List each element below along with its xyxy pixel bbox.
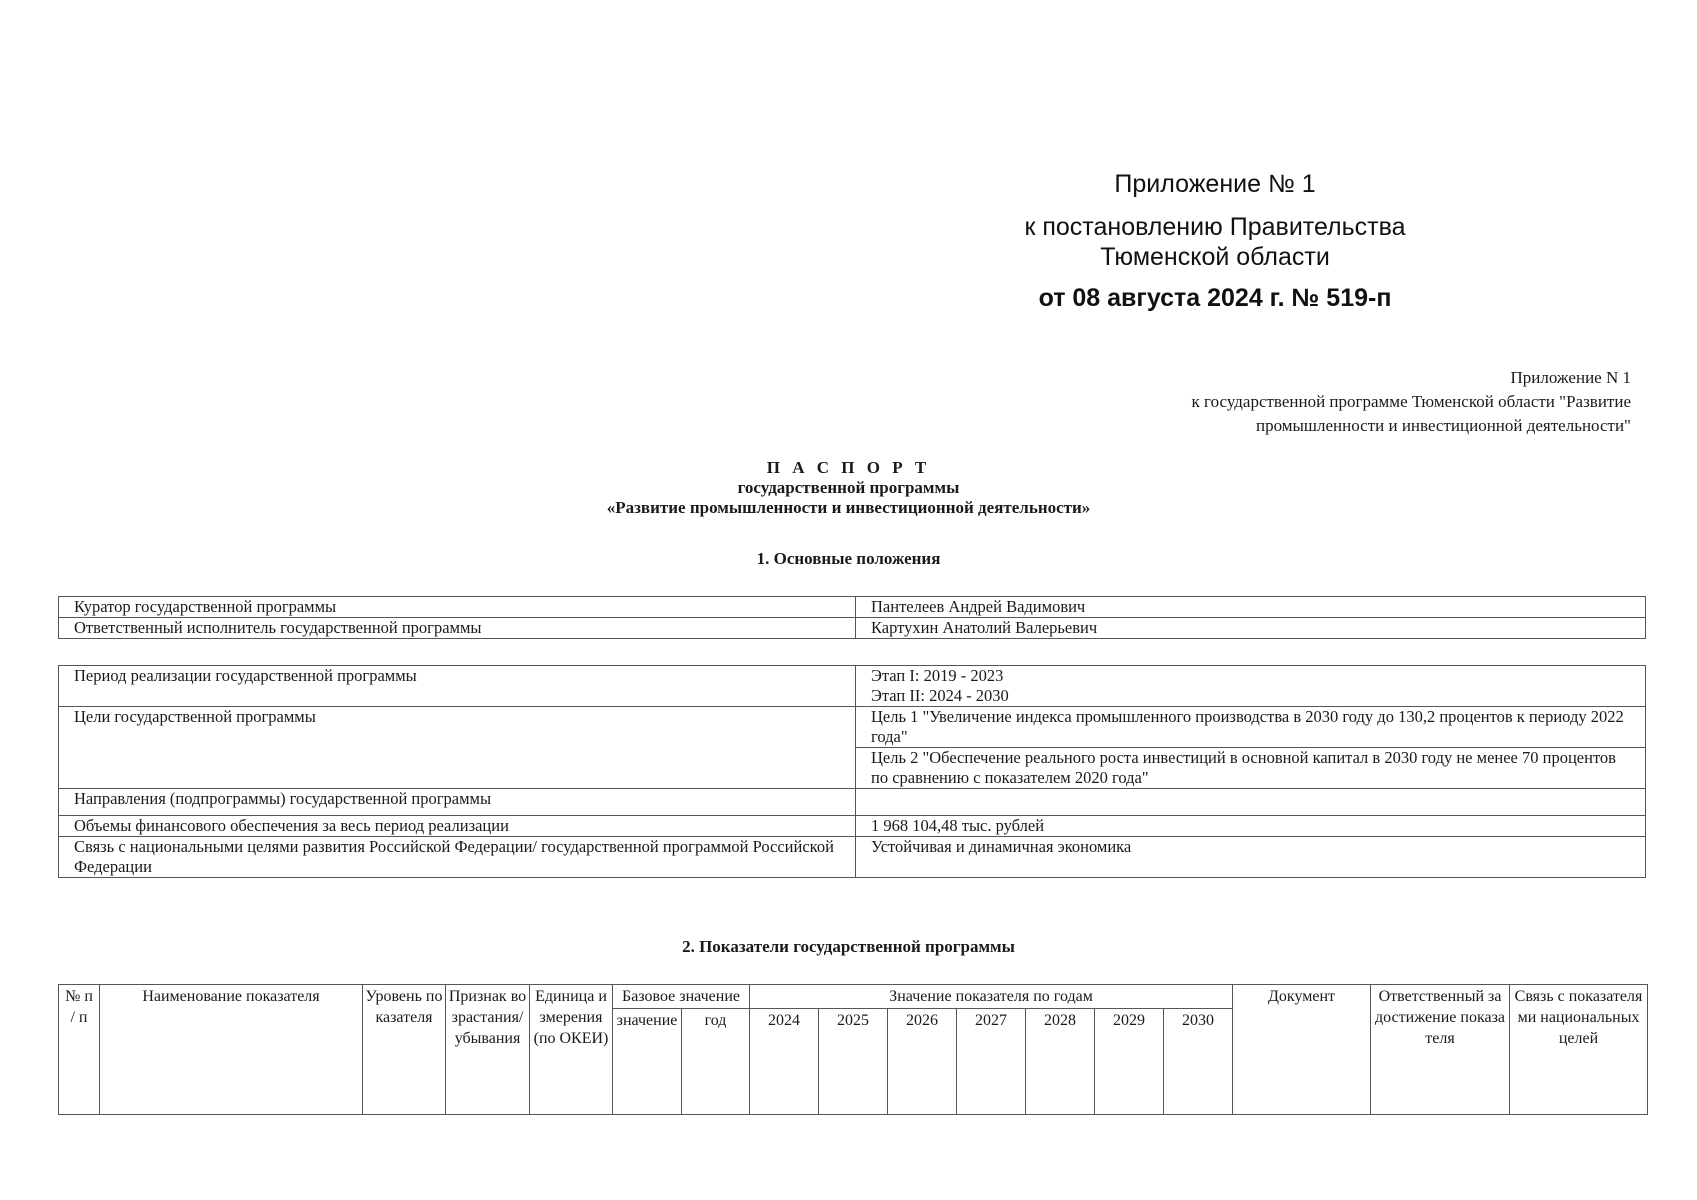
col-header-unit: Единица измерения (по ОКЕИ) bbox=[530, 985, 613, 1115]
col-header-year: 2025 bbox=[819, 1009, 888, 1115]
program-appendix bbox=[1111, 366, 1631, 438]
section-1-title: 1. Основные положения bbox=[756, 549, 941, 568]
passport-title: П А С П О Р Т bbox=[766, 458, 931, 477]
passport-title-block bbox=[0, 458, 1697, 518]
main-provisions-table-a bbox=[58, 596, 1646, 639]
col-header-level: Уровень показателя bbox=[363, 985, 446, 1115]
col-header-trend-sign: Признак возрастания/ убывания bbox=[446, 985, 530, 1115]
table-row bbox=[59, 597, 1646, 618]
curator-label: Куратор государственной программы bbox=[59, 597, 856, 618]
col-header-document: Документ bbox=[1233, 985, 1371, 1115]
decree-reference-line-2: Тюменской области bbox=[1100, 243, 1330, 271]
section-2-title: 2. Показатели государственной программы bbox=[682, 937, 1015, 956]
table-row bbox=[59, 707, 1646, 748]
col-header-base-year: год bbox=[682, 1009, 750, 1115]
goal-2: Цель 2 "Обеспечение реального роста инвестиций в основной капитал в 2030 году не менее 70 процентов по сравнению с показателем 2020 года" bbox=[856, 748, 1646, 789]
col-header-base: Базовое значение bbox=[613, 985, 750, 1009]
main-provisions-table-b bbox=[58, 665, 1646, 878]
period-stage-1: Этап I: 2019 - 2023 bbox=[871, 666, 1004, 685]
col-header-national-link: Связь с показателями национальных целей bbox=[1510, 985, 1648, 1115]
program-appendix-line-1: Приложение N 1 bbox=[1510, 368, 1631, 387]
col-header-year: 2028 bbox=[1026, 1009, 1095, 1115]
period-label: Период реализации государственной программы bbox=[59, 666, 856, 707]
col-header-indicator-name: Наименование показателя bbox=[100, 985, 363, 1115]
executor-label: Ответственный исполнитель государственной программы bbox=[59, 618, 856, 639]
decree-date-number: от 08 августа 2024 г. № 519-п bbox=[1038, 284, 1392, 312]
col-header-year: 2027 bbox=[957, 1009, 1026, 1115]
col-header-year: 2029 bbox=[1095, 1009, 1164, 1115]
national-goals-link-label: Связь с национальными целями развития Российской Федерации/ государственной программой Российской Федерации bbox=[59, 837, 856, 878]
col-header-base-value: значение bbox=[613, 1009, 682, 1115]
col-header-number: № п / п bbox=[59, 985, 100, 1115]
program-appendix-line-3: промышленности и инвестиционной деятельности" bbox=[1255, 416, 1631, 435]
col-header-responsible: Ответственный за достижение показателя bbox=[1371, 985, 1510, 1115]
national-goals-link-value: Устойчивая и динамичная экономика bbox=[856, 837, 1646, 878]
col-header-year: 2026 bbox=[888, 1009, 957, 1115]
table-header-row bbox=[59, 985, 1648, 1009]
executor-value: Картухин Анатолий Валерьевич bbox=[856, 618, 1646, 639]
table-row bbox=[59, 666, 1646, 707]
program-appendix-line-2: к государственной программе Тюменской области "Развитие bbox=[1191, 392, 1631, 411]
curator-value: Пантелеев Андрей Вадимович bbox=[856, 597, 1646, 618]
table-row bbox=[59, 789, 1646, 816]
funding-label: Объемы финансового обеспечения за весь период реализации bbox=[59, 816, 856, 837]
decree-reference bbox=[990, 212, 1440, 272]
decree-appendix-number: Приложение № 1 bbox=[1114, 170, 1316, 198]
decree-reference-line-1: к постановлению Правительства bbox=[1024, 213, 1406, 241]
funding-value: 1 968 104,48 тыс. рублей bbox=[856, 816, 1646, 837]
passport-program-name: «Развитие промышленности и инвестиционной деятельности» bbox=[606, 498, 1091, 517]
goals-label: Цели государственной программы bbox=[59, 707, 856, 789]
goal-1: Цель 1 "Увеличение индекса промышленного производства в 2030 году до 130,2 процентов к периоду 2022 года" bbox=[856, 707, 1646, 748]
directions-value bbox=[856, 789, 1646, 816]
period-stage-2: Этап II: 2024 - 2030 bbox=[871, 686, 1009, 705]
table-row bbox=[59, 837, 1646, 878]
col-header-by-years: Значение показателя по годам bbox=[750, 985, 1233, 1009]
col-header-year: 2024 bbox=[750, 1009, 819, 1115]
directions-label: Направления (подпрограммы) государственной программы bbox=[59, 789, 856, 816]
table-row bbox=[59, 816, 1646, 837]
period-value bbox=[856, 666, 1646, 707]
indicators-table bbox=[58, 984, 1648, 1115]
col-header-year: 2030 bbox=[1164, 1009, 1233, 1115]
table-row bbox=[59, 618, 1646, 639]
passport-subtitle: государственной программы bbox=[737, 478, 960, 497]
